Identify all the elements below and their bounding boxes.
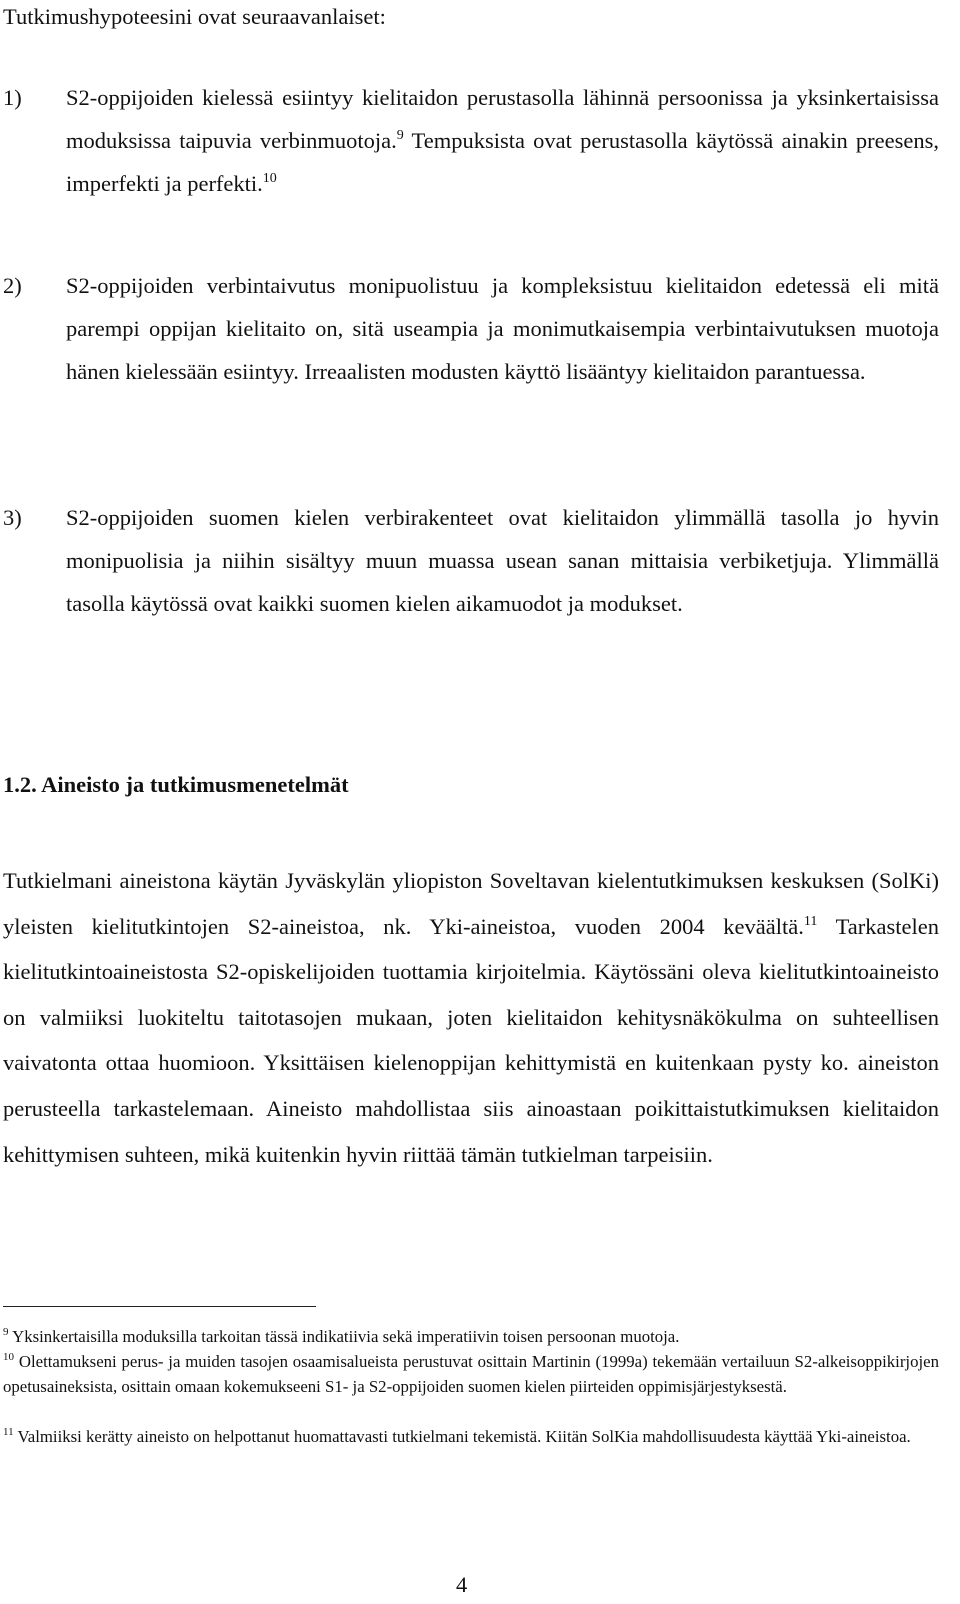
footnote-number: 11 [3, 1426, 14, 1438]
hypothesis-number: 2) [3, 273, 22, 298]
footnote-9 [3, 1324, 939, 1349]
hypothesis-1 [3, 76, 939, 205]
footnote-ref[interactable]: 9 [396, 128, 404, 143]
hypothesis-text-part: Tempuksista ovat perustasolla käytössä ainakin preesens, imperfekti ja perfekti. [66, 128, 939, 196]
paragraph-text: Tarkastelen kielitutkintoaineistosta S2-opiskelijoiden tuottamia kirjoitelmia. Käytössäni oleva kielitutkintoaineisto on valmiiksi luokiteltu taitotasojen mukaan, joten kielitaidon kehitysnäkökulma on suhteellisen vaivatonta ottaa huomioon. Yksittäisen kielenoppijan kehittymistä en kuitenkaan pysty ko. aineiston perusteella tarkastelemaan. Aineisto mahdollistaa siis ainoastaan poikittaistutkimuksen kielitaidon kehittymisen suhteen, mikä kuitenkin hyvin riittää tämän tutkielman tarpeisiin. [3, 913, 939, 1167]
hypothesis-number: 1) [3, 85, 22, 110]
paragraph-text: Tutkielmani aineistona käytän Jyväskylän yliopiston Soveltavan kielentutkimuksen keskuksen (SolKi) yleisten kielitutkintojen S2-aineistoa, nk. Yki-aineistoa, vuoden 2004 keväältä. [3, 868, 939, 939]
footnote-text: Valmiiksi kerätty aineisto on helpottanut huomattavasti tutkielmani tekemistä. Kiitän SolKia mahdollisuudesta käyttää Yki-aineistoa. [13, 1427, 911, 1446]
hypothesis-text [66, 76, 939, 205]
hypothesis-2 [3, 264, 939, 393]
footnote-11 [3, 1424, 939, 1449]
hypothesis-text-part: S2-oppijoiden kielessä esiintyy kielitaidon perustasolla lähinnä persoonissa ja yksinkertaisissa moduksissa taipuvia verbinmuotoja. [66, 85, 939, 153]
intro-text [3, 2, 939, 32]
footnote-number: 9 [3, 1326, 9, 1338]
footnote-number: 10 [3, 1351, 14, 1363]
footnote-10 [3, 1349, 939, 1399]
hypothesis-number: 3) [3, 505, 22, 530]
section-paragraph [3, 858, 939, 1177]
intro-paragraph: Tutkimushypoteesini ovat seuraavanlaiset: [3, 4, 386, 29]
hypothesis-3 [3, 496, 939, 625]
section-heading: 1.2. Aineisto ja tutkimusmenetelmät [3, 772, 349, 797]
footnote-text: Yksinkertaisilla moduksilla tarkoitan tässä indikatiivia sekä imperatiivin toisen persoonan muotoja. [8, 1327, 680, 1346]
footnote-ref[interactable]: 11 [803, 913, 818, 929]
footnote-ref[interactable]: 10 [262, 171, 277, 186]
hypothesis-text: S2-oppijoiden verbintaivutus monipuolistuu ja kompleksistuu kielitaidon edetessä eli mitä parempi oppijan kielitaito on, sitä useampia ja monimutkaisempia verbintaivutuksen muotoja hänen kielessään esiintyy. Irreaalisten modusten käyttö lisääntyy kielitaidon parantuessa. [66, 273, 939, 384]
footnote-text: Olettamukseni perus- ja muiden tasojen osaamisalueista perustuvat osittain Martinin (1999a) tekemään vertailuun S2-alkeisoppikirjojen opetusaineksista, osittain omaan kokemukseeni S1- ja S2-oppijoiden suomen kielen piirteiden oppimisjärjestyksestä. [3, 1352, 939, 1396]
footnote-separator [3, 1306, 316, 1307]
hypothesis-text: S2-oppijoiden suomen kielen verbirakenteet ovat kielitaidon ylimmällä tasolla jo hyvin monipuolisia ja niihin sisältyy muun muassa usean sanan mittaisia verbiketjuja. Ylimmällä tasolla käytössä ovat kaikki suomen kielen aikamuodot ja modukset. [66, 505, 939, 616]
page-number: 4 [456, 1572, 468, 1597]
